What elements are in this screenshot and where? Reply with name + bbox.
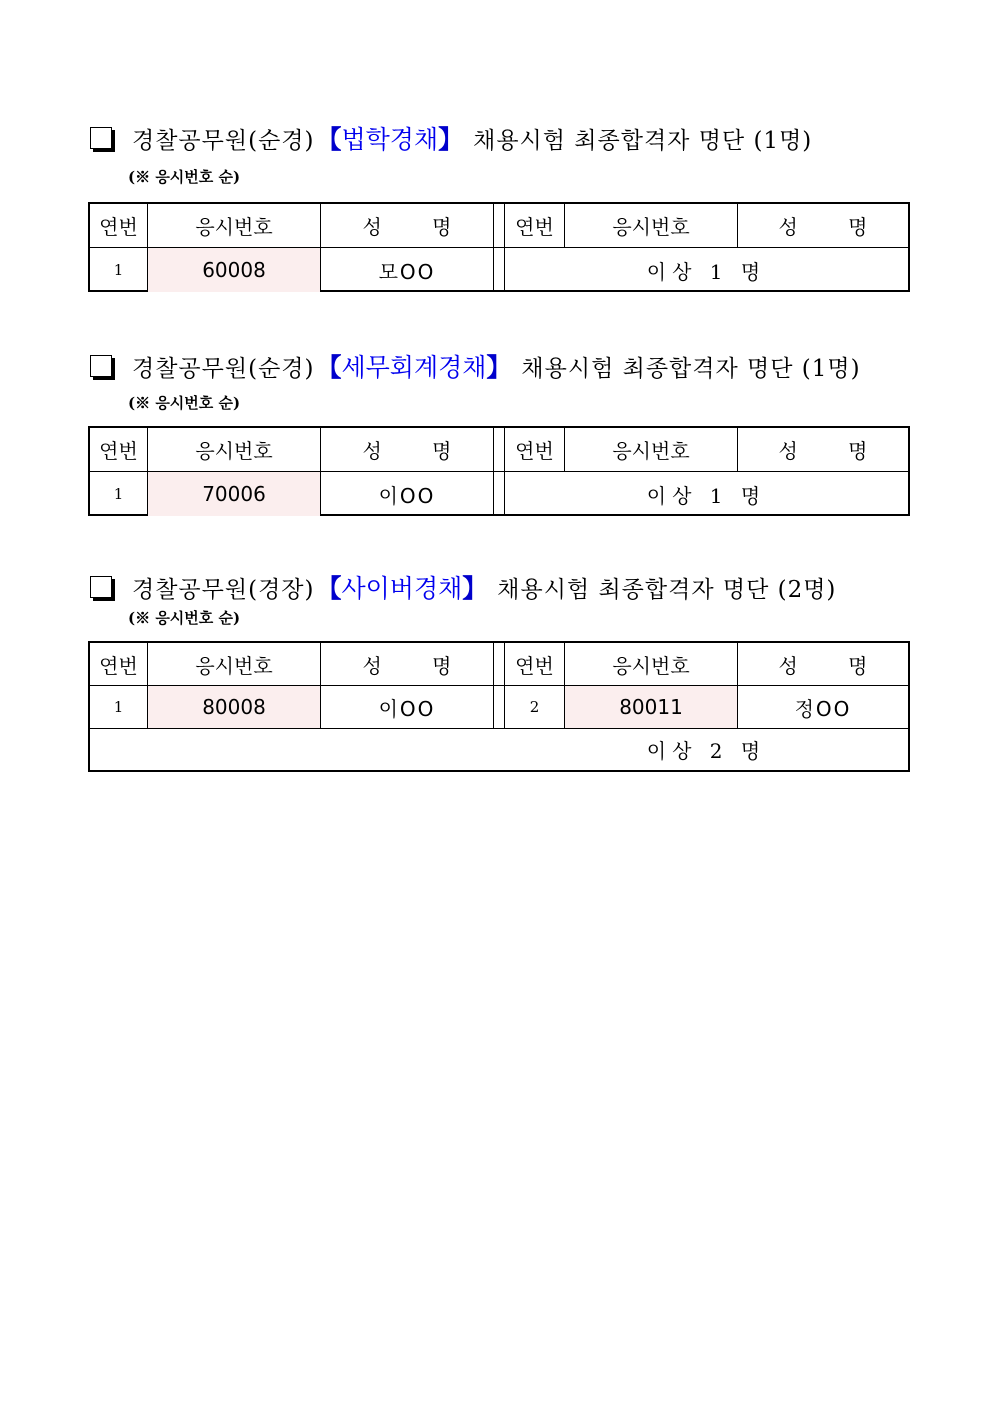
total-count: 이상 2 명	[646, 739, 767, 763]
col-header-name: 성 명	[362, 653, 474, 678]
total-count: 이상 1 명	[646, 259, 767, 284]
col-header-no: 연번	[515, 215, 554, 239]
applicant-code: 80008	[148, 686, 320, 728]
bracket-close: 】	[462, 574, 488, 603]
col-header-no: 연번	[99, 439, 138, 463]
heading-suffix: 채용시험 최종합격자 명단 (1명)	[473, 127, 813, 154]
heading-prefix: 경찰공무원(순경)	[132, 127, 315, 154]
col-header-name: 성 명	[362, 439, 474, 463]
row-number: 2	[529, 698, 540, 716]
heading-keyword: 법학경채	[341, 125, 439, 154]
total-count: 이상 1 명	[646, 483, 767, 508]
applicant-name: 이OO	[378, 483, 436, 508]
col-header-code: 응시번호	[612, 215, 690, 239]
applicant-name: 모OO	[378, 259, 436, 284]
heading-suffix: 채용시험 최종합격자 명단 (2명)	[497, 576, 837, 603]
bracket-open: 【	[316, 574, 342, 603]
heading-keyword: 사이버경채	[341, 574, 463, 603]
col-header-name: 성 명	[778, 215, 890, 239]
heading-prefix: 경찰공무원(순경)	[132, 355, 315, 382]
col-header-code: 응시번호	[195, 215, 273, 239]
heading-suffix: 채용시험 최종합격자 명단 (1명)	[521, 355, 861, 382]
applicant-code: 80011	[565, 686, 737, 728]
result-table	[88, 641, 910, 772]
bracket-close: 】	[486, 353, 512, 382]
sort-note: (※ 응시번호 순)	[128, 394, 241, 412]
row-number: 1	[113, 698, 124, 716]
bracket-open: 【	[316, 353, 342, 382]
bracket-open: 【	[316, 125, 342, 154]
col-header-name: 성 명	[778, 439, 890, 463]
applicant-name: 정OO	[794, 696, 852, 721]
col-header-no: 연번	[515, 439, 554, 463]
checkbox-icon	[90, 576, 112, 598]
sort-note: (※ 응시번호 순)	[128, 609, 241, 627]
col-header-no: 연번	[515, 653, 554, 678]
col-header-name: 성 명	[362, 215, 474, 239]
col-header-code: 응시번호	[195, 653, 273, 678]
applicant-code: 60008	[148, 248, 320, 292]
heading-keyword: 세무회계경채	[341, 353, 487, 382]
applicant-code: 70006	[148, 472, 320, 516]
checkbox-icon	[90, 127, 112, 149]
section-heading	[88, 350, 861, 382]
col-header-no: 연번	[99, 215, 138, 239]
section-heading	[88, 122, 812, 154]
row-number: 1	[113, 261, 124, 279]
col-header-code: 응시번호	[195, 439, 273, 463]
col-header-code: 응시번호	[612, 653, 690, 678]
applicant-name: 이OO	[378, 696, 436, 721]
heading-prefix: 경찰공무원(경장)	[132, 576, 315, 603]
row-number: 1	[113, 485, 124, 503]
bracket-close: 】	[438, 125, 464, 154]
col-header-code: 응시번호	[612, 439, 690, 463]
col-header-no: 연번	[99, 653, 138, 678]
result-table	[88, 426, 910, 516]
col-header-name: 성 명	[778, 653, 890, 678]
result-table	[88, 202, 910, 292]
checkbox-icon	[90, 355, 112, 377]
section-heading	[88, 571, 836, 603]
sort-note: (※ 응시번호 순)	[128, 168, 241, 186]
